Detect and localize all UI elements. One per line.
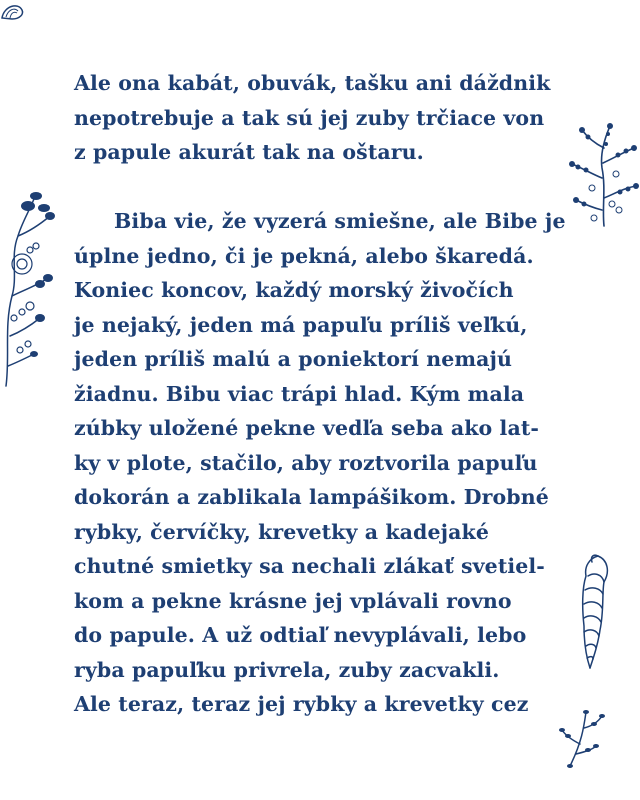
text-line: úplne jedno, či je pekná, alebo škaredá. — [74, 243, 534, 268]
text-line: ryba papuľku privrela, zuby zacvakli. — [74, 657, 500, 682]
text-line: je nejaký, jeden má papuľu príliš veľkú, — [74, 312, 528, 337]
text-line: jeden príliš malú a poniektorí nemajú — [74, 347, 513, 371]
seaweed-icon — [564, 118, 640, 228]
coral-icon — [0, 186, 56, 396]
paragraph-2 — [74, 204, 574, 722]
text-line: kom a pekne krásne jej vplávali rovno — [74, 588, 512, 613]
text-line: z papule akurát tak na oštaru. — [74, 140, 424, 164]
text-line: ky v plote, stačilo, aby roztvorila papuľu — [74, 450, 538, 475]
text-line: Ale ona kabát, obuvák, tašku ani dáždnik — [74, 71, 551, 95]
text-line: do papule. A už odtiaľ nevyplávali, lebo — [74, 623, 527, 647]
text-line: dokorán a zablikala lampášikom. Drobné — [74, 485, 549, 509]
spiral-shell-icon — [568, 552, 618, 672]
text-line: rybky, červíčky, krevetky a kadejaké — [74, 519, 489, 544]
text-line: nepotrebuje a tak sú jej zuby trčiace von — [74, 105, 545, 130]
text-line: žiadnu. Bibu viac trápi hlad. Kým mala — [74, 381, 525, 406]
shell-icon — [0, 0, 26, 22]
paragraph-1 — [74, 66, 574, 170]
text-line: Koniec koncov, každý morský živočích — [74, 278, 514, 302]
text-line: Biba vie, že vyzerá smiešne, ale Bibe je — [114, 209, 566, 233]
text-line: Ale teraz, teraz jej rybky a krevetky cez — [74, 692, 529, 716]
text-line: chutné smietky sa nechali zlákať svetiel- — [74, 554, 545, 578]
text-line: zúbky uložené pekne vedľa seba ako lat- — [74, 416, 540, 440]
